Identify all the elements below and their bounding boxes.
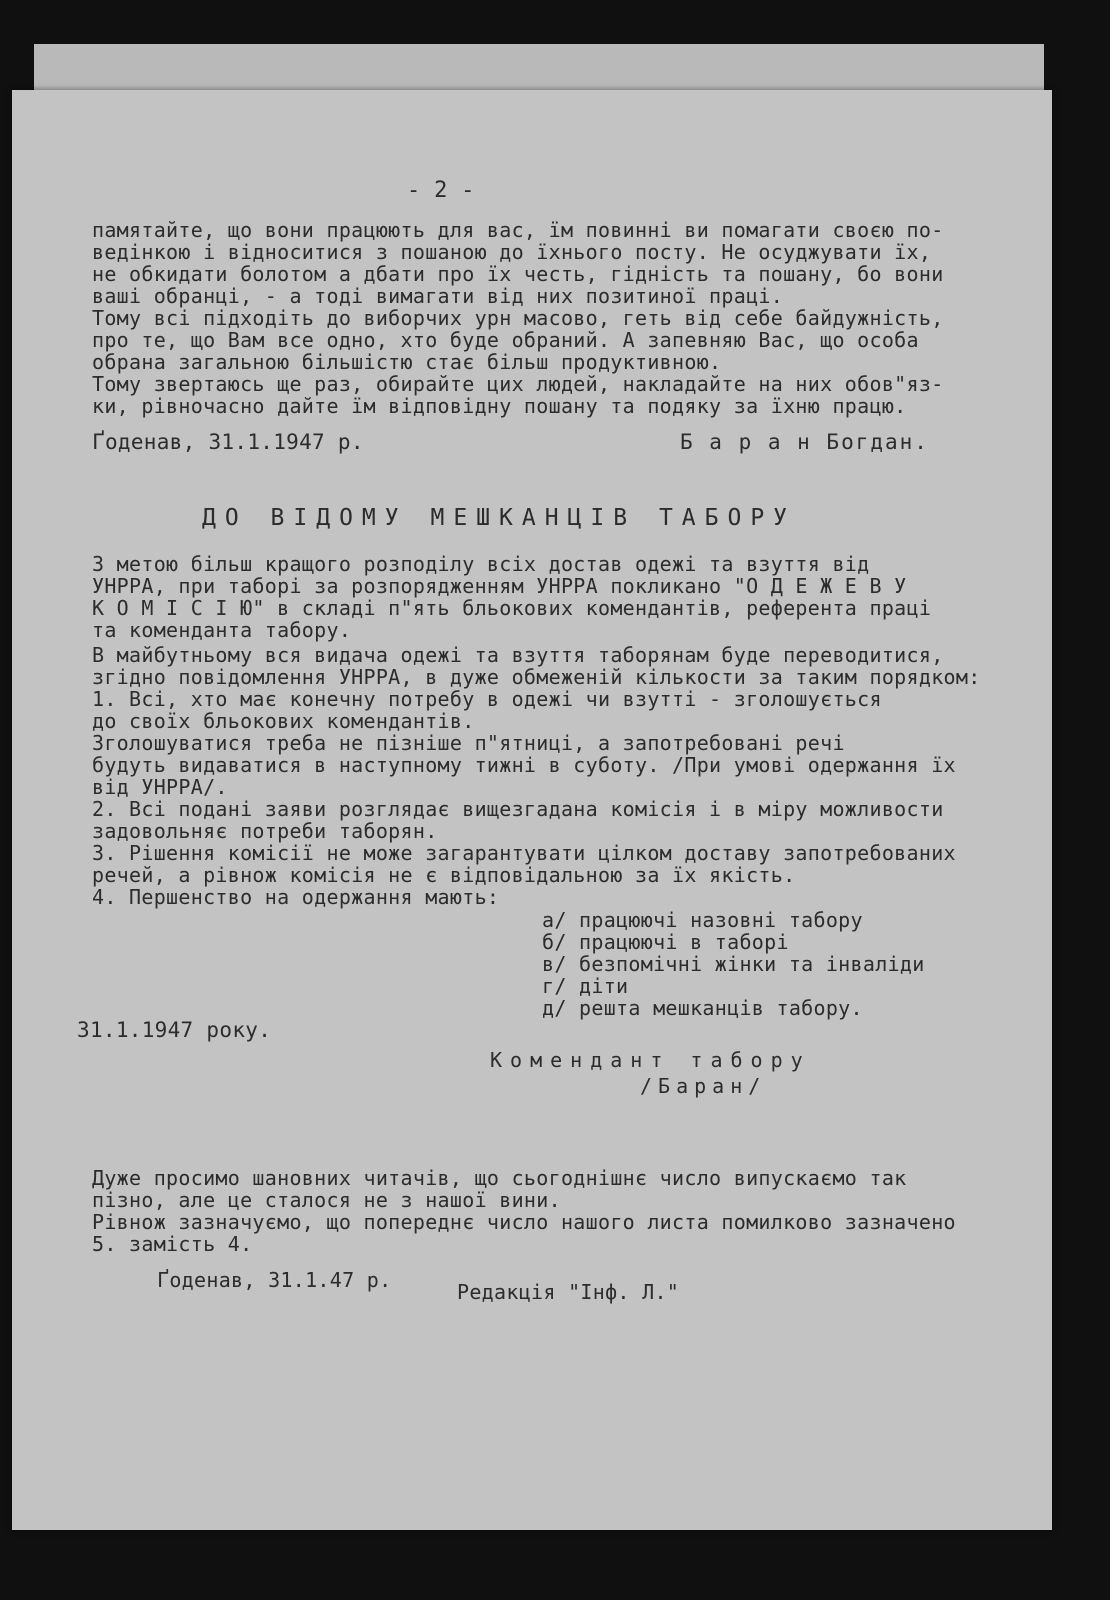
notice-line: 2. Всі подані заяви розглядає вищезгадана комісія і в міру можливости — [92, 797, 944, 821]
notice-line: будуть видаватися в наступному тижні в суботу. /При умові одержання їх — [92, 753, 956, 777]
notice-line: В майбутньому вся видача одежі та взуття таборянам буде переводитися, — [92, 643, 944, 667]
notice-line: до своїх бльокових комендантів. — [92, 709, 475, 733]
priority-item: б/ працюючі в таборі — [542, 930, 789, 954]
priority-item: д/ решта мешканців табору. — [542, 996, 863, 1020]
priority-item: а/ працюючі назовні табору — [542, 908, 863, 932]
notice-line: 3. Рішення комісії не може загарантувати цілком доставу запотребованих — [92, 841, 956, 865]
appeal-line: ки, рівночасно дайте їм відповідну пошану та подяку за їхню працю. — [92, 394, 907, 418]
notice-line: від УНРРА/. — [92, 775, 228, 799]
notice-line: З метою більш кращого розподілу всіх достав одежі та взуття від — [92, 552, 870, 576]
commandant-title: Комендант табору — [490, 1048, 811, 1072]
notice-line: 1. Всі, хто має конечну потребу в одежі чи взутті - зголошується — [92, 687, 882, 711]
appeal-line: Тому всі підходіть до виборчих урн масово, геть від себе байдужність, — [92, 306, 944, 330]
notice-title: ДО ВІДОМУ МЕШКАНЦІВ ТАБОРУ — [202, 505, 797, 531]
notice-line: та коменданта табору. — [92, 618, 352, 642]
editorial-line: Дуже просимо шановних читачів, що сьогоднішнє число випускаємо так — [92, 1166, 907, 1190]
editorial-line: пізно, але це сталося не з нашої вини. — [92, 1188, 561, 1212]
editorial-signed: Редакція "Інф. Л." — [457, 1280, 680, 1304]
appeal-line: Тому звертаюсь ще раз, обирайте цих людей, накладайте на них обов"яз- — [92, 372, 944, 396]
notice-line: речей, а рівнож комісія не є відповідальною за їх якість. — [92, 863, 796, 887]
appeal-line: не обкидати болотом а дбати про їх честь, гідність та пошану, бо вони — [92, 262, 944, 286]
appeal-line: обрана загальною більшістю стає більш продуктивною. — [92, 350, 722, 374]
priority-item: г/ діти — [542, 974, 629, 998]
appeal-line: про те, що Вам все одно, хто буде обраний. А запевняю Вас, що особа — [92, 328, 919, 352]
commandant-name: /Баран/ — [640, 1074, 767, 1098]
appeal-place-date: Ґоденав, 31.1.1947 р. — [92, 430, 364, 454]
notice-line: задовольняє потреби таборян. — [92, 819, 438, 843]
editorial-line: 5. замість 4. — [92, 1232, 253, 1256]
priority-item: в/ безпомічні жінки та інваліди — [542, 952, 925, 976]
editorial-place-date: Ґоденав, 31.1.47 р. — [157, 1268, 392, 1292]
notice-line: Зголошуватися треба не пізніше п"ятниці, а запотребовані речі — [92, 731, 845, 755]
appeal-line: ведінкою і відноситися з пошаною до їхнього посту. Не осуджувати їх, — [92, 240, 932, 264]
appeal-line: памятайте, що вони працюють для вас, їм повинні ви помагати своєю по- — [92, 218, 944, 242]
notice-date: 31.1.1947 року. — [77, 1018, 272, 1042]
notice-line: 4. Першенство на одержання мають: — [92, 885, 500, 909]
editorial-line: Рівнож зазначуємо, що попереднє число нашого листа помилково зазначено — [92, 1210, 956, 1234]
appeal-line: ваші обранці, - а тоді вимагати від них позитиної праці. — [92, 284, 784, 308]
page-number: - 2 - — [407, 178, 475, 203]
notice-line: УНРРА, при таборі за розпорядженням УНРРА покликано "О Д Е Ж Е В У — [92, 574, 907, 598]
document-page — [12, 90, 1052, 1530]
notice-line: К О М І С І Ю" в складі п"ять бльокових комендантів, референта праці — [92, 596, 932, 620]
appeal-author: Б а р а н Богдан. — [680, 430, 929, 454]
notice-line: згідно повідомлення УНРРА, в дуже обмеженій кількости за таким порядком: — [92, 665, 981, 689]
